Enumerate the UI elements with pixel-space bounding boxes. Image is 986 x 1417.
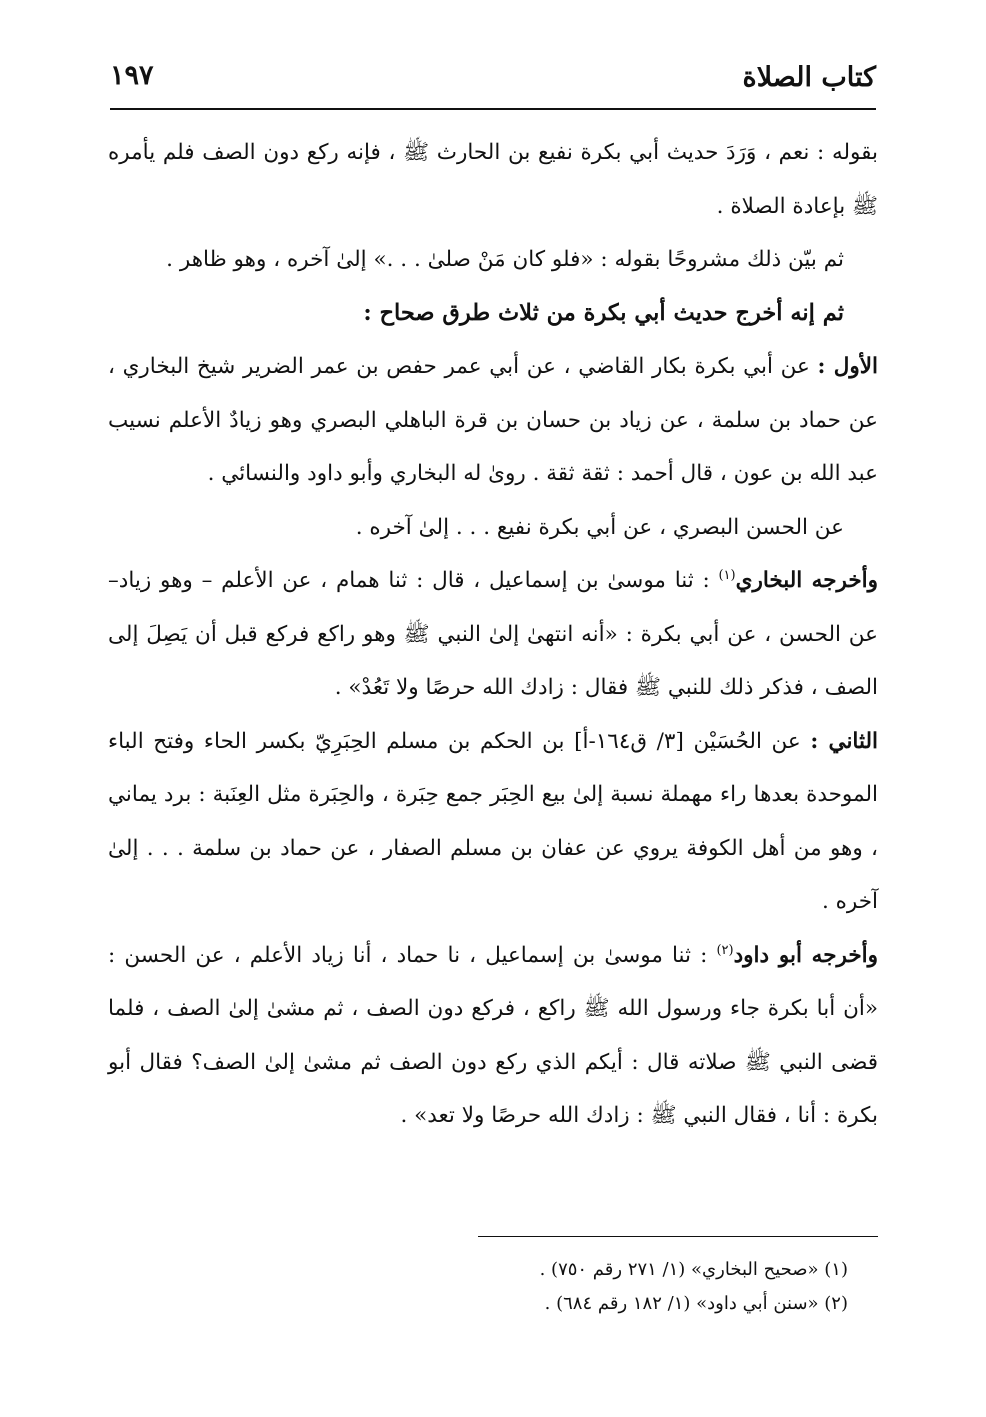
paragraph-abu-dawud <box>108 929 878 1143</box>
paragraph-4: عن الحسن البصري ، عن أبي بكرة نفيع . . . إلىٰ آخره . <box>355 514 844 540</box>
abu-dawud-text: : ثنا موسىٰ بن إسماعيل ، نا حماد ، أنا زياد الأعلم ، عن الحسن : «أن أبا بكرة جاء ورسول الله ﷺ راكع ، فركع دون الصف ، ثم مشىٰ إلىٰ الصف ، فلما قضى النبي ﷺ صلاته قال : أيكم الذي ركع دون الصف ثم مشىٰ إلىٰ الصف؟ فقال أبو بكرة : أنا ، فقال النبي ﷺ : زادك الله حرصًا ولا تعد» . <box>108 942 878 1128</box>
page-number: ١٩٧ <box>110 60 154 91</box>
main-text <box>108 126 878 1143</box>
header-divider <box>110 108 876 110</box>
footnote-1: (١) «صحيح البخاري» (١/ ٢٧١ رقم ٧٥٠) . <box>539 1259 848 1280</box>
abu-dawud-label: وأخرجه أبو داود <box>733 942 878 968</box>
paragraph-second-route <box>108 715 878 929</box>
paragraph-1: بقوله : نعم ، وَرَدَ حديث أبي بكرة نفيع بن الحارث ﷺ ، فإنه ركع دون الصف فلم يأمره ﷺ بإعادة الصلاة . <box>108 140 878 219</box>
footnotes <box>108 1253 878 1321</box>
footnote-ref-1[interactable]: (١) <box>718 567 736 583</box>
section-heading: ثم إنه أخرج حديث أبي بكرة من ثلاث طرق صحاح : <box>363 299 844 326</box>
footnote-2: (٢) «سنن أبي داود» (١/ ١٨٢ رقم ٦٨٤) . <box>544 1293 848 1314</box>
bukhari-text: : ثنا موسىٰ بن إسماعيل ، قال : ثنا همام ، عن الأعلم – وهو زياد– عن الحسن ، عن أبي بكرة : «أنه انتهىٰ إلىٰ النبي ﷺ وهو راكع فركع قبل أن يَصِلَ إلى الصف ، فذكر ذلك للنبي ﷺ فقال : زادك الله حرصًا ولا تَعُدْ» . <box>108 568 878 700</box>
paragraph-first-route <box>108 340 878 501</box>
second-route-label: الثاني : <box>810 728 878 754</box>
paragraph-2: ثم بيّن ذلك مشروحًا بقوله : «فلو كان مَنْ صلىٰ . . .» إلىٰ آخره ، وهو ظاهر . <box>166 247 844 272</box>
second-route-text: عن الحُسَيْن [٣/ ق١٦٤-أ] بن الحكم بن مسلم الحِبَرِيّ بكسر الحاء وفتح الباء الموحدة بعدها راء مهملة نسبة إلىٰ بيع الحِبَر جمع حِبَرة ، والحِبَرة مثل العِنَبة : برد يماني ، وهو من أهل الكوفة يروي عن عفان بن مسلم الصفار ، عن حماد بن سلمة . . . إلىٰ آخره . <box>108 728 878 914</box>
paragraph-bukhari <box>108 554 878 715</box>
page-header <box>110 58 876 102</box>
first-route-label: الأول : <box>817 354 878 379</box>
first-route-text: عن أبي بكرة بكار القاضي ، عن أبي عمر حفص بن عمر الضرير شيخ البخاري ، عن حماد بن سلمة ، عن زياد بن حسان بن قرة الباهلي البصري وهو زيادٌ الأعلم نسيب عبد الله بن عون ، قال أحمد : ثقة ثقة . روىٰ له البخاري وأبو داود والنسائي . <box>108 354 878 486</box>
footnote-divider <box>478 1236 878 1237</box>
bukhari-label: وأخرجه البخاري <box>735 568 878 593</box>
running-title: كتاب الصلاة <box>742 62 876 93</box>
footnote-ref-2[interactable]: (٢) <box>716 942 734 958</box>
